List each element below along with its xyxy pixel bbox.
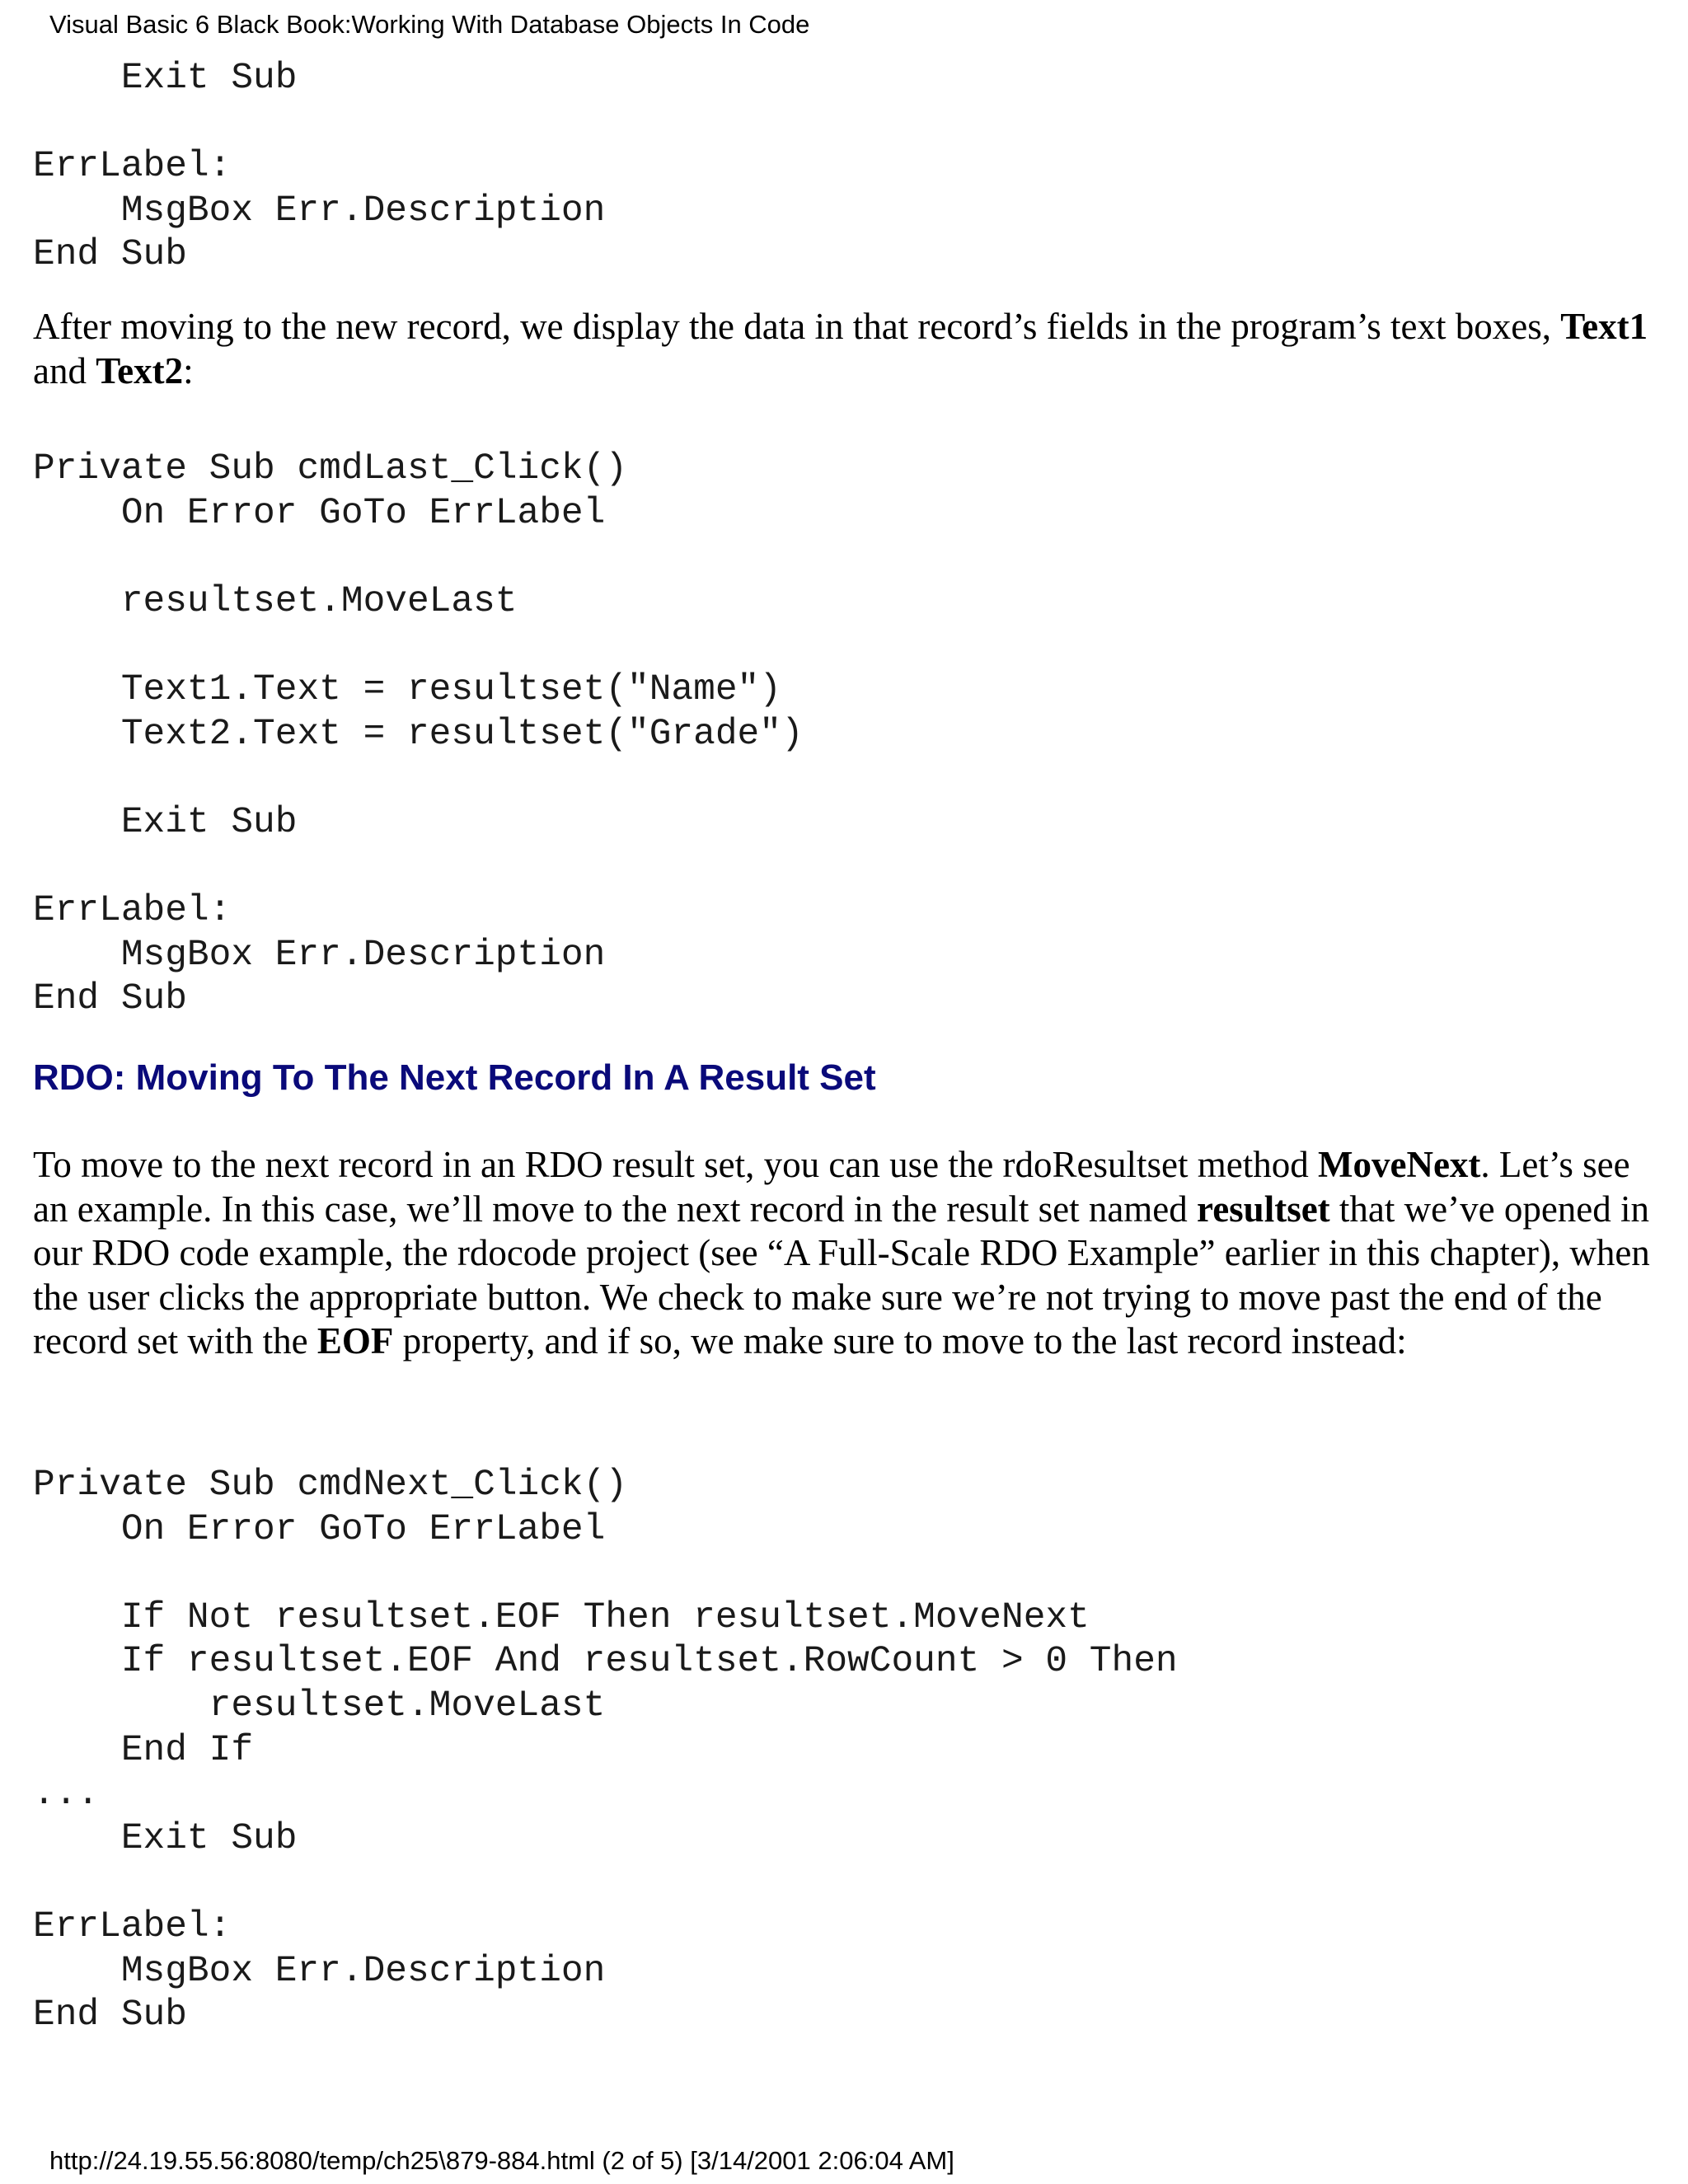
page-header: Visual Basic 6 Black Book:Working With Database Objects In Code — [49, 10, 810, 39]
paragraph-movenext-explanation — [33, 1143, 1661, 1364]
paragraph-display-data — [33, 305, 1661, 393]
code-block-errlabel-tail: Exit Sub ErrLabel: MsgBox Err.Description End Sub — [33, 58, 606, 276]
paragraph-text: To move to the next record in an RDO result set, you can use the rdoResultset method — [33, 1144, 1319, 1185]
paragraph-text: that we’ve opened in our RDO code example, the rdocode project (see “A Full-Scale RDO Example” earlier in this chapter), when the user clicks the appropriate button. We check to make sure we’re not trying to move past the end of the record set with the — [33, 1188, 1650, 1362]
page-footer-url: http://24.19.55.56:8080/temp/ch25\879-884.html (2 of 5) [3/14/2001 2:06:04 AM] — [49, 2146, 954, 2175]
paragraph-text: property, and if so, we make sure to move to the last record instead: — [393, 1320, 1407, 1362]
paragraph-text: . Let’s see an example. In this case, we’ll move to the next record in the result set named — [33, 1144, 1630, 1230]
code-block-cmdlast-click: Private Sub cmdLast_Click() On Error GoTo ErrLabel resultset.MoveLast Text1.Text = resultset("Name") Text2.Text = resultset("Grade") Exit Sub ErrLabel: MsgBox Err.Description End Sub — [33, 448, 804, 1020]
paragraph-text: After moving to the new record, we display the data in that record’s fields in the program’s text boxes, — [33, 306, 1561, 347]
bold-term-movenext: MoveNext — [1318, 1144, 1481, 1185]
bold-term-text1: Text1 — [1560, 306, 1648, 347]
paragraph-text: and — [33, 349, 96, 391]
bold-term-eof: EOF — [316, 1320, 394, 1362]
bold-term-resultset: resultset — [1197, 1188, 1330, 1230]
section-heading: RDO: Moving To The Next Record In A Result Set — [33, 1057, 876, 1098]
paragraph-text: : — [183, 349, 194, 391]
code-block-cmdnext-click: Private Sub cmdNext_Click() On Error GoTo ErrLabel If Not resultset.EOF Then resultset.MoveNext If resultset.EOF And resultset.RowCount > 0 Then resultset.MoveLast End If ... Exit Sub ErrLabel: MsgBox Err.Description End Sub — [33, 1465, 1178, 2036]
bold-term-text2: Text2 — [96, 349, 184, 391]
